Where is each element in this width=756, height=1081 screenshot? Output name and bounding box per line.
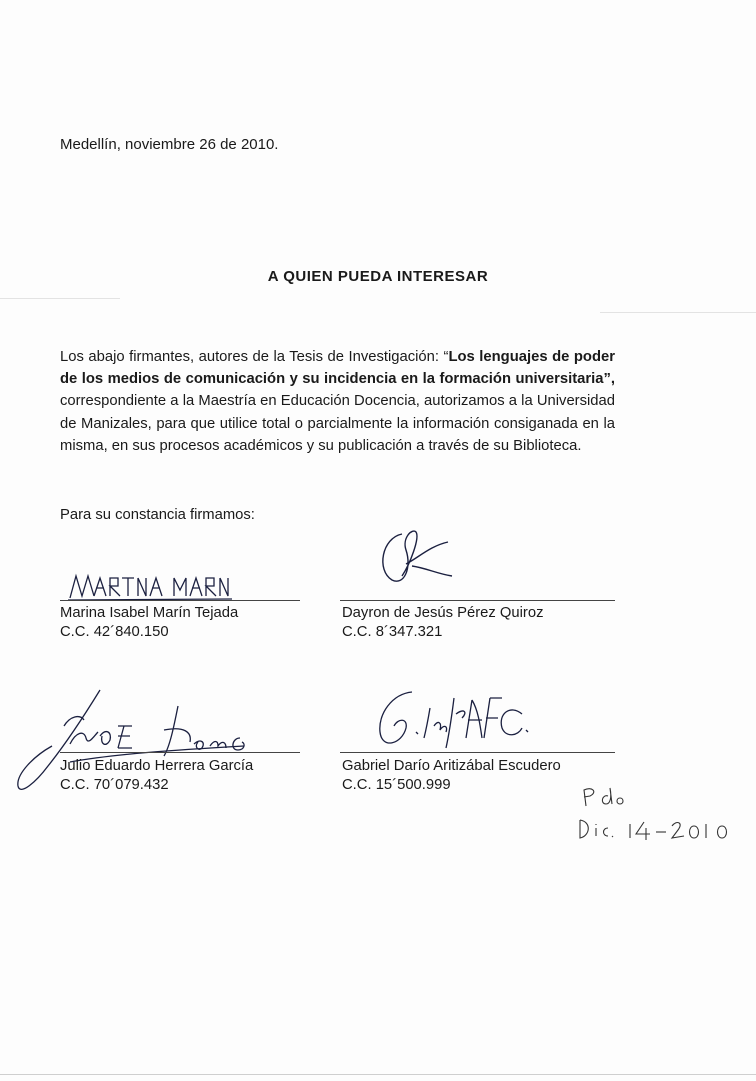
- fold-mark-top: [0, 298, 120, 299]
- fold-mark-bottom: [0, 1074, 756, 1075]
- letter-date: Medellín, noviembre 26 de 2010.: [60, 136, 279, 153]
- signature-dayron: [372, 524, 462, 590]
- body-rest: correspondiente a la Maestría en Educación Docencia, autorizamos a la Universidad de Manizales, para que utilice total o parcialmente la información consiganada en la misma, en sus procesos académicos y su publicación a través de su Biblioteca.: [60, 393, 615, 454]
- signer-block-2: [342, 604, 544, 642]
- signer-name: Gabriel Darío Aritizábal Escudero: [342, 758, 561, 774]
- signer-name: Dayron de Jesús Pérez Quiroz: [342, 605, 544, 621]
- signature-line-4: [340, 752, 615, 753]
- signer-id: C.C. 15´500.999: [342, 777, 451, 793]
- letter-body: [60, 346, 615, 457]
- handwritten-note: [572, 784, 742, 844]
- closing-text: Para su constancia firmamos:: [60, 507, 255, 523]
- signer-block-3: [60, 757, 253, 795]
- signer-block-1: [60, 604, 238, 642]
- signer-id: C.C. 8´347.321: [342, 624, 443, 640]
- signer-id: C.C. 42´840.150: [60, 624, 169, 640]
- signature-line-1: [60, 600, 300, 601]
- signer-name: Julio Eduardo Herrera García: [60, 758, 254, 774]
- letter-title: A QUIEN PUEDA INTERESAR: [267, 268, 489, 285]
- body-intro: Los abajo firmantes, autores de la Tesis de Investigación: “: [60, 349, 449, 365]
- signature-marina: [66, 568, 236, 602]
- signer-name: Marina Isabel Marín Tejada: [60, 605, 239, 621]
- fold-mark-top-right: [600, 312, 756, 313]
- signature-gabriel: [372, 684, 532, 754]
- signature-line-2: [340, 600, 615, 601]
- signature-line-3: [60, 752, 300, 753]
- signer-id: C.C. 70´079.432: [60, 777, 169, 793]
- signer-block-4: [342, 757, 561, 795]
- thesis-title: Los lenguajes de poder de los medios de comunicación y su incidencia en la formación universitaria”,: [60, 349, 615, 388]
